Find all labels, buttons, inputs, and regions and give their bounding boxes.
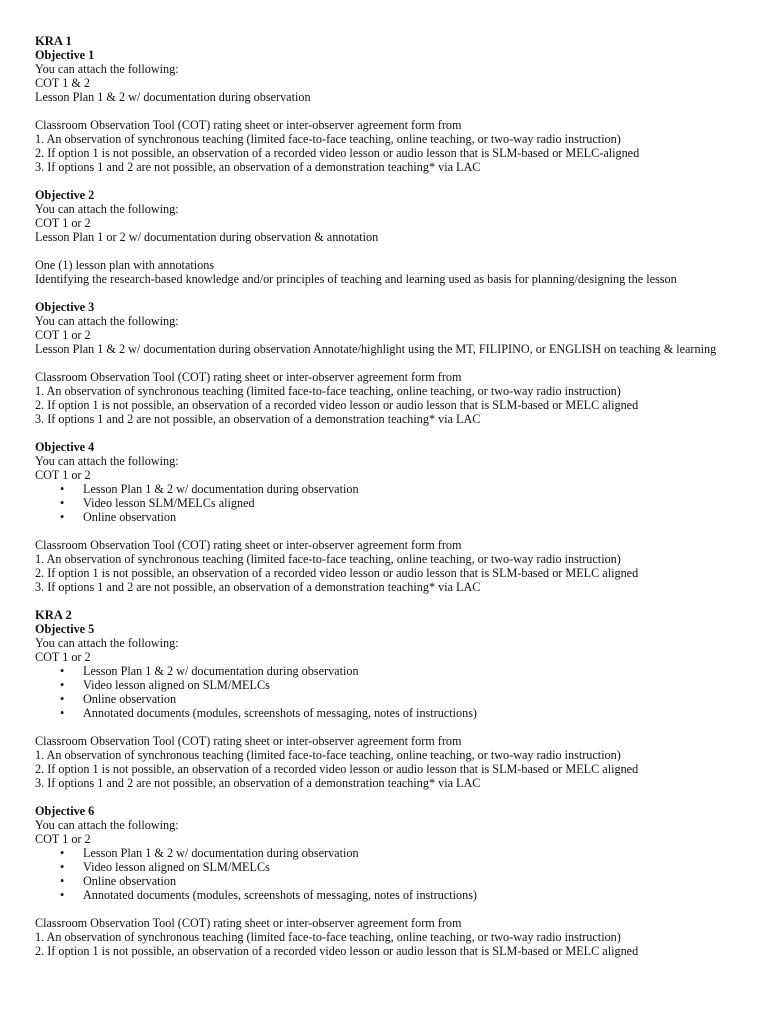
bullet-item — [35, 496, 735, 510]
bullet-item — [35, 692, 735, 706]
spacer — [35, 426, 735, 440]
option-line: Classroom Observation Tool (COT) rating sheet or inter-observer agreement form from — [35, 916, 462, 930]
bullet-dot: • — [60, 874, 65, 888]
bullet-item — [35, 706, 735, 720]
option-line: 1. An observation of synchronous teaching (limited face-to-face teaching, online teaching, or two-way radio instruction) — [35, 552, 621, 566]
kra-heading: KRA 1 — [35, 34, 72, 48]
bullet-dot: • — [60, 482, 65, 496]
bullet-dot: • — [60, 496, 65, 510]
attachment-bullet-list — [35, 846, 735, 902]
option-line: 1. An observation of synchronous teaching (limited face-to-face teaching, online teaching, or two-way radio instruction) — [35, 384, 621, 398]
attachment-line: You can attach the following: — [35, 636, 179, 650]
objective-block — [35, 804, 735, 972]
option-line: 3. If options 1 and 2 are not possible, an observation of a demonstration teaching* via LAC — [35, 160, 481, 174]
attachment-bullet-list — [35, 664, 735, 720]
objective-heading: Objective 6 — [35, 804, 95, 818]
bullet-item — [35, 664, 735, 678]
option-line: 2. If option 1 is not possible, an observation of a recorded video lesson or audio lesson that is SLM-based or MELC-aligned — [35, 146, 640, 160]
option-line: Classroom Observation Tool (COT) rating sheet or inter-observer agreement form from — [35, 370, 462, 384]
attachment-bullet-list — [35, 482, 735, 524]
spacer — [35, 902, 735, 916]
bullet-dot: • — [60, 664, 65, 678]
option-line: 1. An observation of synchronous teaching (limited face-to-face teaching, online teaching, or two-way radio instruction) — [35, 132, 621, 146]
attachment-line: You can attach the following: — [35, 62, 179, 76]
option-line: Identifying the research-based knowledge and/or principles of teaching and learning used as basis for planning/designing the lesson — [35, 272, 677, 286]
bullet-text: Annotated documents (modules, screenshots of messaging, notes of instructions) — [83, 706, 477, 720]
kra-section — [35, 608, 735, 972]
bullet-dot: • — [60, 678, 65, 692]
bullet-item — [35, 860, 735, 874]
bullet-text: Video lesson aligned on SLM/MELCs — [83, 678, 270, 692]
bullet-item — [35, 510, 735, 524]
option-line: 2. If option 1 is not possible, an observation of a recorded video lesson or audio lesson that is SLM-based or MELC aligned — [35, 762, 639, 776]
spacer — [35, 356, 735, 370]
objective-block — [35, 440, 735, 608]
attachment-line: COT 1 or 2 — [35, 832, 91, 846]
spacer — [35, 790, 735, 804]
option-line: One (1) lesson plan with annotations — [35, 258, 215, 272]
spacer — [35, 958, 735, 972]
spacer — [35, 104, 735, 118]
attachment-line: COT 1 or 2 — [35, 468, 91, 482]
attachment-line: You can attach the following: — [35, 818, 179, 832]
option-line: 2. If option 1 is not possible, an observation of a recorded video lesson or audio lesson that is SLM-based or MELC aligned — [35, 566, 639, 580]
spacer — [35, 286, 735, 300]
bullet-dot: • — [60, 692, 65, 706]
kra-section — [35, 34, 735, 608]
bullet-text: Online observation — [83, 692, 177, 706]
bullet-dot: • — [60, 706, 65, 720]
objective-heading: Objective 5 — [35, 622, 95, 636]
attachment-line: Lesson Plan 1 & 2 w/ documentation during observation — [35, 90, 311, 104]
spacer — [35, 594, 735, 608]
objective-heading: Objective 3 — [35, 300, 95, 314]
bullet-text: Video lesson aligned on SLM/MELCs — [83, 860, 270, 874]
objective-block — [35, 188, 735, 300]
bullet-text: Annotated documents (modules, screenshots of messaging, notes of instructions) — [83, 888, 477, 902]
attachment-line: Lesson Plan 1 & 2 w/ documentation during observation Annotate/highlight using the MT, FILIPINO, or ENGLISH on teaching & learning — [35, 342, 717, 356]
attachment-line: COT 1 & 2 — [35, 76, 90, 90]
bullet-text: Lesson Plan 1 & 2 w/ documentation during observation — [83, 846, 359, 860]
bullet-item — [35, 678, 735, 692]
bullet-dot: • — [60, 860, 65, 874]
attachment-line: You can attach the following: — [35, 314, 179, 328]
document-page — [35, 34, 735, 972]
bullet-item — [35, 874, 735, 888]
bullet-dot: • — [60, 510, 65, 524]
attachment-line: COT 1 or 2 — [35, 328, 91, 342]
spacer — [35, 720, 735, 734]
bullet-text: Video lesson SLM/MELCs aligned — [83, 496, 255, 510]
option-line: Classroom Observation Tool (COT) rating sheet or inter-observer agreement form from — [35, 118, 462, 132]
bullet-dot: • — [60, 888, 65, 902]
objective-heading: Objective 4 — [35, 440, 95, 454]
bullet-text: Online observation — [83, 874, 177, 888]
bullet-text: Lesson Plan 1 & 2 w/ documentation during observation — [83, 482, 359, 496]
option-line: 2. If option 1 is not possible, an observation of a recorded video lesson or audio lesson that is SLM-based or MELC aligned — [35, 944, 639, 958]
bullet-item — [35, 888, 735, 902]
attachment-line: Lesson Plan 1 or 2 w/ documentation during observation & annotation — [35, 230, 379, 244]
option-line: Classroom Observation Tool (COT) rating sheet or inter-observer agreement form from — [35, 734, 462, 748]
bullet-text: Lesson Plan 1 & 2 w/ documentation during observation — [83, 664, 359, 678]
kra-heading: KRA 2 — [35, 608, 72, 622]
option-line: 2. If option 1 is not possible, an observation of a recorded video lesson or audio lesson that is SLM-based or MELC aligned — [35, 398, 639, 412]
attachment-line: You can attach the following: — [35, 454, 179, 468]
bullet-item — [35, 846, 735, 860]
objective-heading: Objective 2 — [35, 188, 95, 202]
bullet-item — [35, 482, 735, 496]
spacer — [35, 524, 735, 538]
option-line: Classroom Observation Tool (COT) rating sheet or inter-observer agreement form from — [35, 538, 462, 552]
objective-block — [35, 622, 735, 804]
option-line: 1. An observation of synchronous teaching (limited face-to-face teaching, online teaching, or two-way radio instruction) — [35, 748, 621, 762]
attachment-line: COT 1 or 2 — [35, 650, 91, 664]
objective-block — [35, 300, 735, 440]
objective-block — [35, 48, 735, 188]
spacer — [35, 174, 735, 188]
bullet-dot: • — [60, 846, 65, 860]
attachment-line: You can attach the following: — [35, 202, 179, 216]
option-line: 3. If options 1 and 2 are not possible, an observation of a demonstration teaching* via LAC — [35, 412, 481, 426]
option-line: 3. If options 1 and 2 are not possible, an observation of a demonstration teaching* via LAC — [35, 776, 481, 790]
attachment-line: COT 1 or 2 — [35, 216, 91, 230]
bullet-text: Online observation — [83, 510, 177, 524]
option-line: 1. An observation of synchronous teaching (limited face-to-face teaching, online teaching, or two-way radio instruction) — [35, 930, 621, 944]
objective-heading: Objective 1 — [35, 48, 95, 62]
spacer — [35, 244, 735, 258]
option-line: 3. If options 1 and 2 are not possible, an observation of a demonstration teaching* via LAC — [35, 580, 481, 594]
